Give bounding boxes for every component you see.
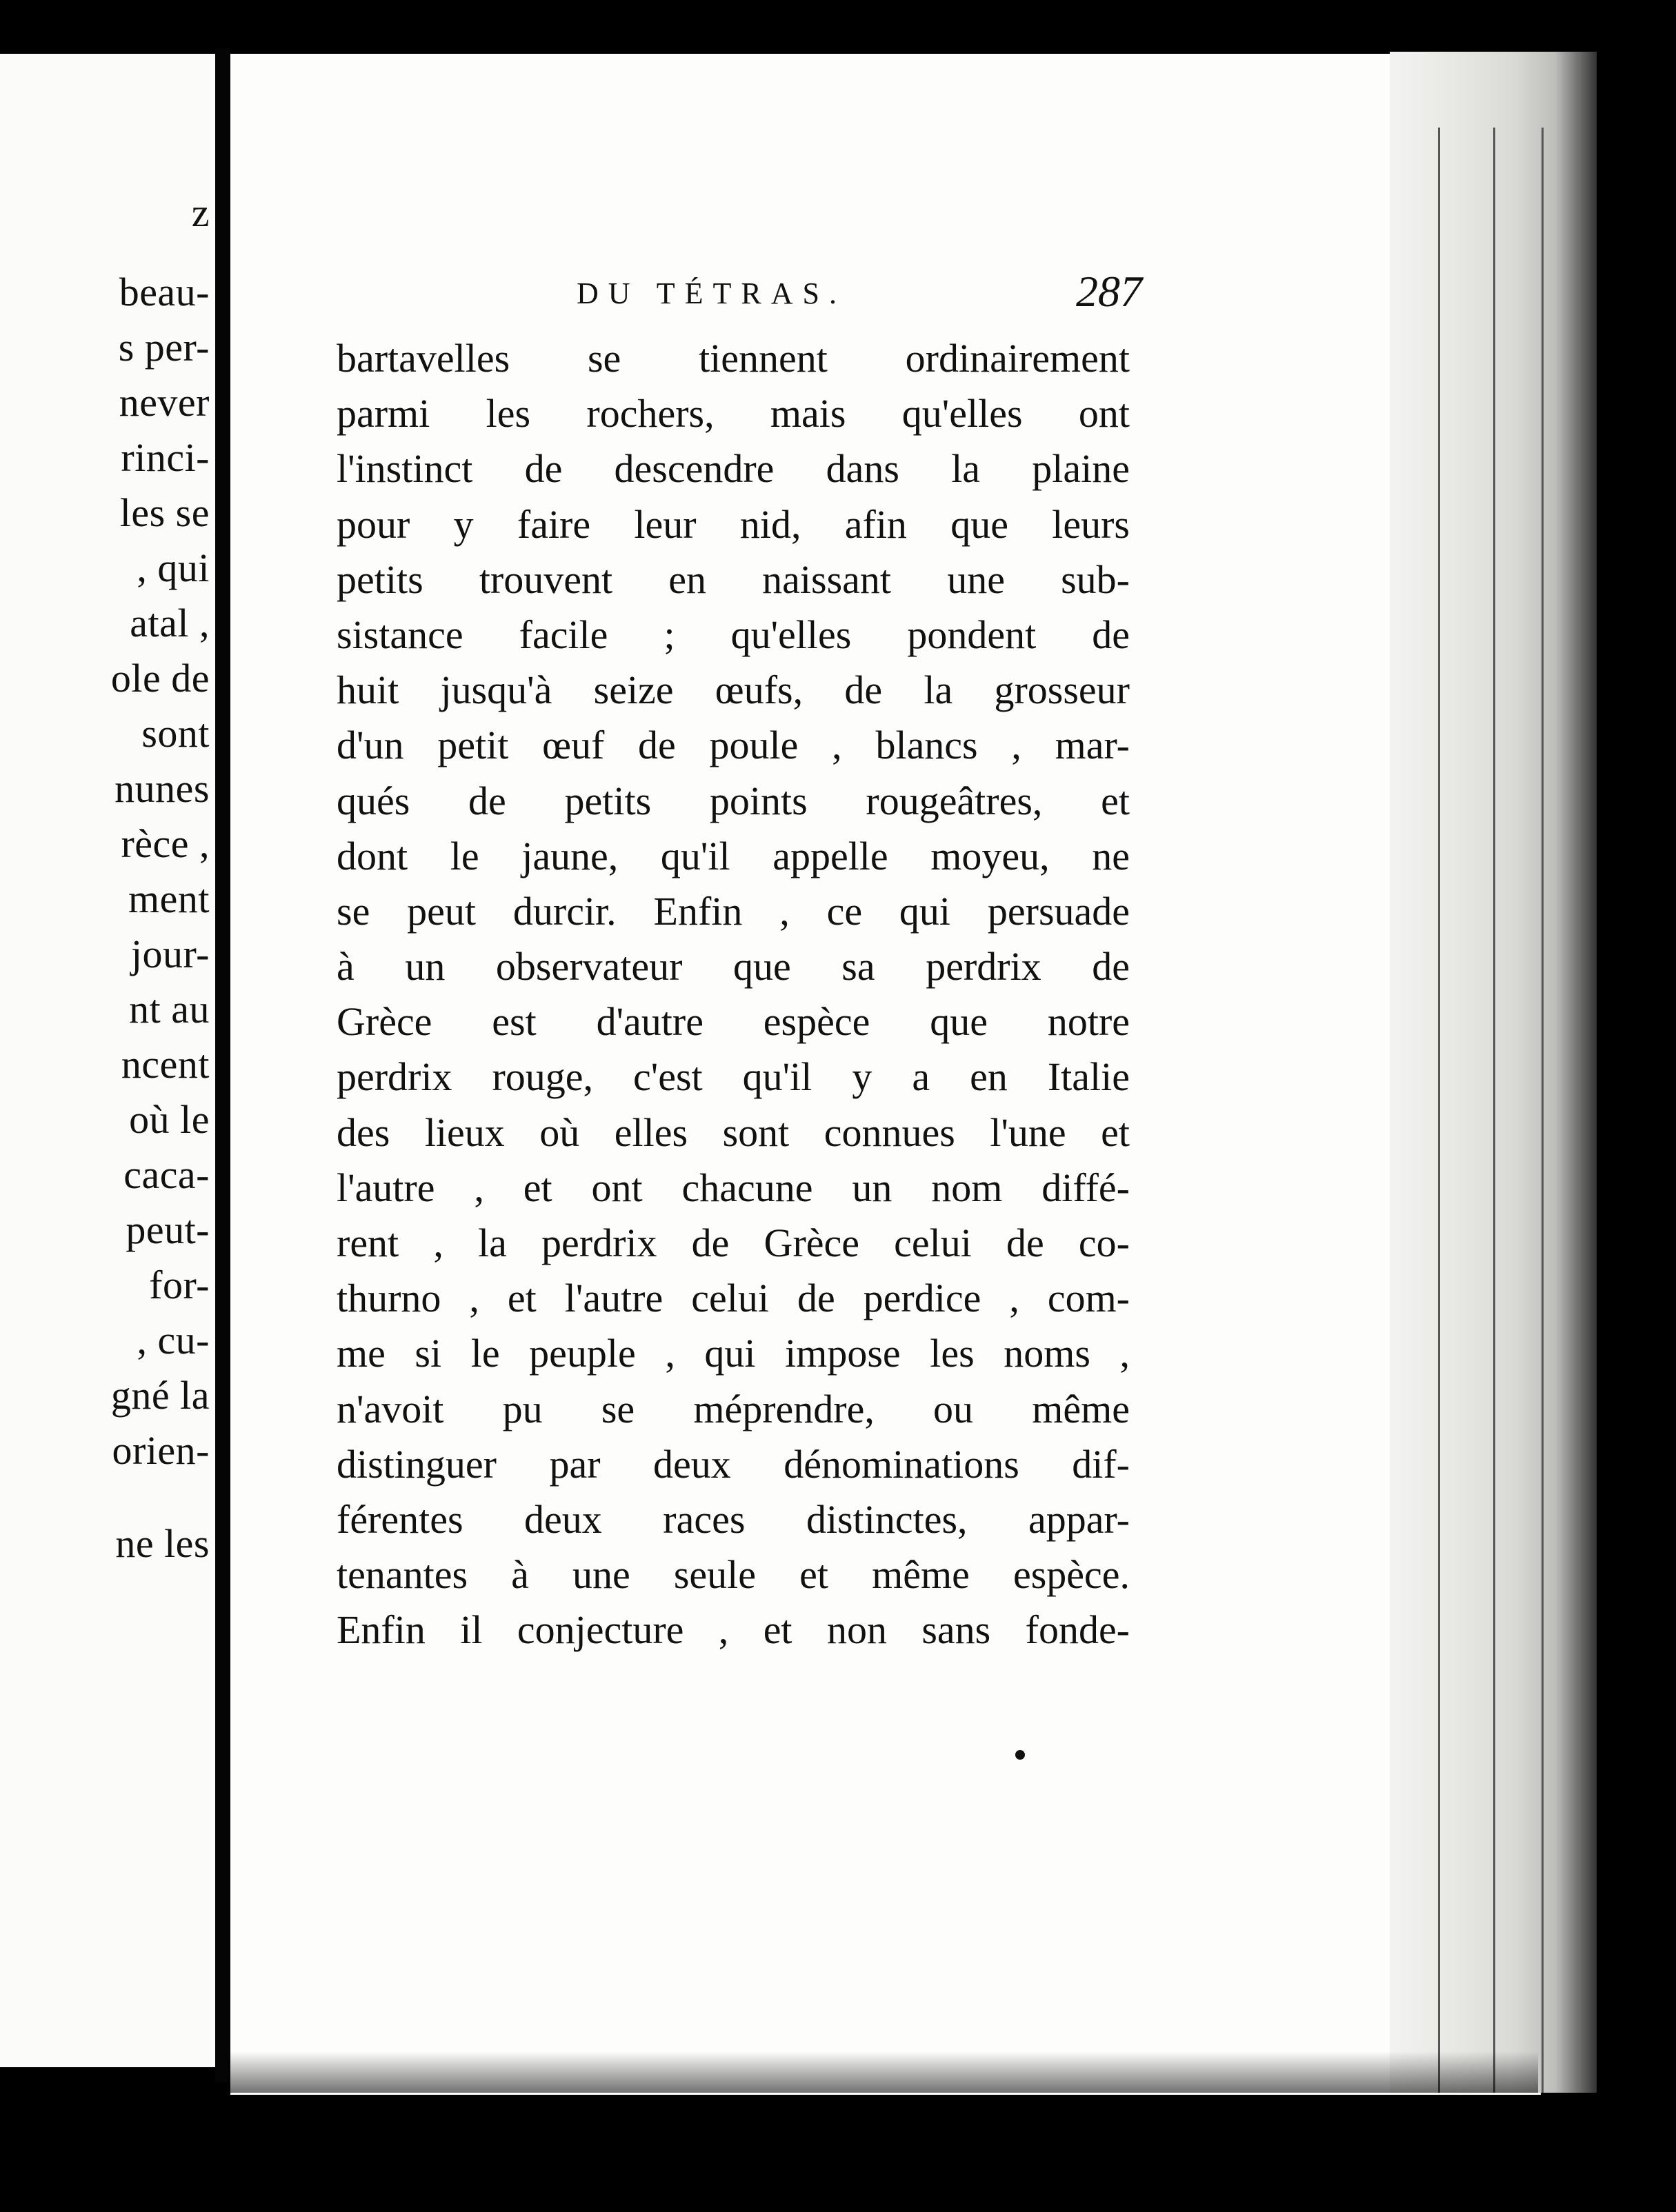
ink-spot: [1015, 1750, 1025, 1760]
edge-line: [1542, 128, 1544, 2093]
left-page-line: , cu-: [137, 1318, 210, 1363]
text-line: me si le peuple , qui impose les noms ,: [337, 1331, 1130, 1376]
left-page-line: orien-: [112, 1428, 210, 1473]
left-page-line: ncent: [121, 1042, 210, 1087]
left-page-line: z: [191, 190, 210, 235]
body-text: [337, 331, 1130, 1658]
text-line: huit jusqu'à seize œufs, de la grosseur: [337, 667, 1130, 713]
running-head: DU TÉTRAS.: [577, 276, 846, 310]
text-line: Enfin il conjecture , et non sans fonde-: [337, 1607, 1130, 1653]
left-page-line: les se: [119, 490, 210, 535]
left-page-line: jour-: [130, 932, 210, 976]
left-page-line: for-: [149, 1263, 210, 1307]
left-page-line: nunes: [114, 766, 210, 811]
text-line: férentes deux races distinctes, appar-: [337, 1496, 1130, 1542]
page-number: 287: [1076, 267, 1142, 316]
left-page-line: rinci-: [121, 435, 210, 480]
left-page-line: ne les: [115, 1521, 210, 1566]
left-page-line: never: [119, 380, 210, 425]
page-edges: [1390, 52, 1597, 2093]
text-line: distinguer par deux dénominations dif-: [337, 1441, 1130, 1487]
left-page-line: caca-: [123, 1152, 210, 1197]
text-line: pour y faire leur nid, afin que leurs: [337, 501, 1130, 547]
left-page-line: atal ,: [130, 601, 210, 645]
left-page-line: où le: [129, 1097, 210, 1142]
edge-line: [1493, 128, 1495, 2093]
left-page-line: sont: [141, 711, 210, 756]
edge-line: [1438, 128, 1440, 2093]
text-line: Grèce est d'autre espèce que notre: [337, 999, 1130, 1045]
text-line: à un observateur que sa perdrix de: [337, 944, 1130, 989]
text-line: parmi les rochers, mais qu'elles ont: [337, 391, 1130, 436]
left-page-line: beau-: [119, 270, 210, 314]
text-line: bartavelles se tiennent ordinairement: [337, 336, 1130, 381]
text-line: qués de petits points rougeâtres, et: [337, 778, 1130, 823]
book-gutter: [215, 48, 230, 2082]
text-line: thurno , et l'autre celui de perdice , com-: [337, 1276, 1130, 1321]
text-line: d'un petit œuf de poule , blancs , mar-: [337, 723, 1130, 768]
left-page-line: nt au: [129, 987, 210, 1032]
text-line: l'autre , et ont chacune un nom diffé-: [337, 1165, 1130, 1210]
text-line: rent , la perdrix de Grèce celui de co-: [337, 1220, 1130, 1265]
text-line: sistance facile ; qu'elles pondent de: [337, 612, 1130, 657]
bottom-shadow: [228, 2051, 1538, 2093]
left-page-line: s per-: [118, 325, 210, 370]
text-line: se peut durcir. Enfin , ce qui persuade: [337, 888, 1130, 934]
left-page-line: ment: [128, 876, 210, 921]
left-page-line: rèce ,: [121, 821, 210, 866]
text-line: tenantes à une seule et même espèce.: [337, 1552, 1130, 1598]
left-page-line: ole de: [110, 656, 210, 701]
text-line: dont le jaune, qu'il appelle moyeu, ne: [337, 833, 1130, 878]
left-page: [0, 54, 215, 2067]
text-line: l'instinct de descendre dans la plaine: [337, 446, 1130, 492]
page-header: [577, 267, 1142, 316]
text-line: petits trouvent en naissant une sub-: [337, 556, 1130, 602]
text-line: perdrix rouge, c'est qu'il y a en Italie: [337, 1054, 1130, 1100]
text-line: n'avoit pu se méprendre, ou même: [337, 1386, 1130, 1431]
left-page-line: , qui: [137, 545, 210, 590]
left-page-line: peut-: [126, 1207, 210, 1252]
text-line: des lieux où elles sont connues l'une et: [337, 1109, 1130, 1155]
left-page-line: gné la: [110, 1373, 210, 1418]
